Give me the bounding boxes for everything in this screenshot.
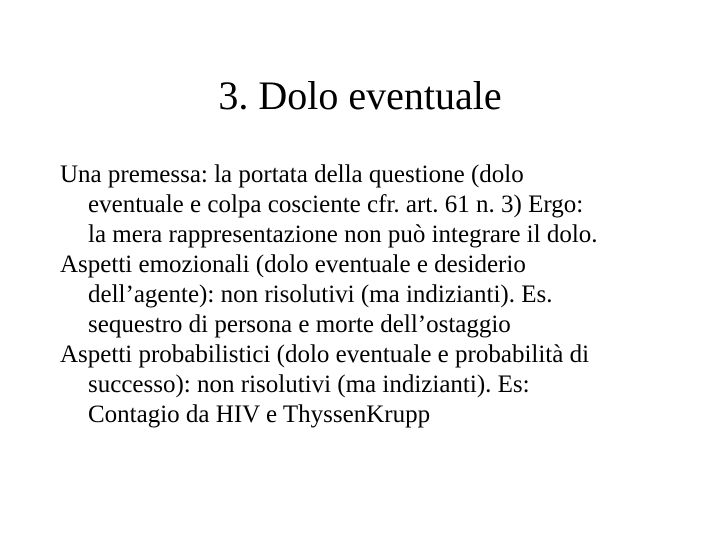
slide-body <box>60 160 700 430</box>
paragraph-line: Aspetti emozionali (dolo eventuale e desiderio <box>60 251 526 278</box>
paragraph-line: Aspetti probabilistici (dolo eventuale e probabilità di <box>60 341 590 368</box>
slide-title: 3. Dolo eventuale <box>218 73 502 118</box>
paragraph-line: eventuale e colpa cosciente cfr. art. 61 n. 3) Ergo: <box>88 191 584 218</box>
paragraph-line: la mera rappresentazione non può integrare il dolo. <box>88 221 598 248</box>
paragraph-premessa <box>60 160 700 250</box>
paragraph-aspetti-emozionali <box>60 250 700 340</box>
paragraph-aspetti-probabilistici <box>60 340 700 430</box>
paragraph-line: sequestro di persona e morte dell’ostaggio <box>88 311 511 338</box>
paragraph-line: dell’agente): non risolutivi (ma indizianti). Es. <box>88 281 553 308</box>
paragraph-line: Contagio da HIV e ThyssenKrupp <box>88 401 431 428</box>
paragraph-line: successo): non risolutivi (ma indizianti). Es: <box>88 371 530 398</box>
paragraph-line: Una premessa: la portata della questione (dolo <box>60 161 524 188</box>
